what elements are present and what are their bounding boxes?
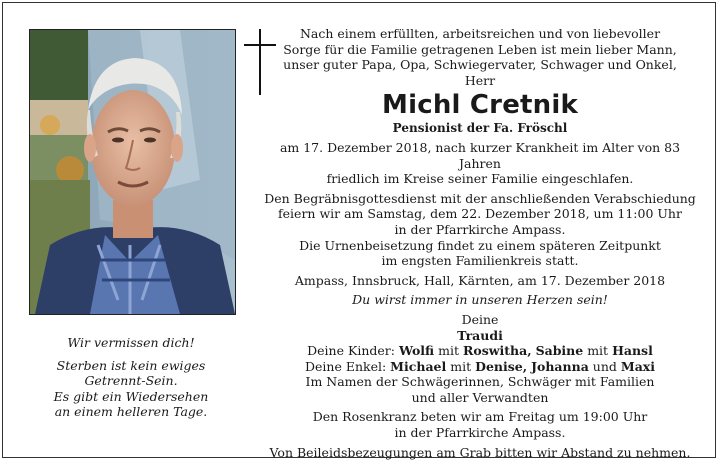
- rosary-line: in der Pfarrkirche Ampass.: [394, 425, 566, 441]
- portrait-photo: [29, 29, 236, 315]
- poem-spacer: [25, 351, 237, 358]
- grandchild-name: Maxi: [620, 358, 656, 374]
- partner-name: Hansl: [612, 343, 653, 359]
- wife-name: Traudi: [457, 327, 503, 343]
- obituary-text: [261, 26, 699, 460]
- funeral-line: feiern wir am Samstag, dem 22. Dezember 2018, um 11:00 Uhr: [278, 206, 682, 222]
- intro-line: Herr: [464, 72, 496, 88]
- deceased-name: Michl Cretnik: [382, 90, 578, 121]
- obituary-notice: [2, 2, 716, 458]
- poem-line: an einem helleren Tage.: [54, 404, 208, 419]
- memorial-poem: [25, 335, 237, 420]
- intro-line: Nach einem erfüllten, arbeitsreichen und von liebevoller: [299, 26, 661, 41]
- child-name: Sabine: [535, 343, 584, 359]
- wife-prefix: Deine: [461, 311, 499, 327]
- intro-line: Sorge für die Familie getragenen Leben ist mein lieber Mann,: [283, 41, 677, 57]
- death-line: am 17. Dezember 2018, nach kurzer Krankheit im Alter von 83 Jahren: [279, 139, 681, 171]
- inlaws-line: und aller Verwandten: [411, 389, 549, 405]
- poem-line: Wir vermissen dich!: [67, 335, 195, 350]
- wife-line: [261, 312, 699, 343]
- grandchild-name: Michael: [390, 358, 447, 374]
- motto: Du wirst immer in unseren Herzen sein!: [352, 292, 608, 308]
- funeral-line: in der Pfarrkirche Ampass.: [394, 221, 566, 237]
- intro-line: unser guter Papa, Opa, Schwiegervater, Schwager und Onkel,: [283, 57, 677, 73]
- connector-text: mit: [450, 358, 472, 374]
- funeral-info: [261, 191, 699, 269]
- death-line: friedlich im Kreise seiner Familie eingeschlafen.: [326, 171, 634, 187]
- connector-text: mit: [587, 343, 609, 359]
- family-signatures: [261, 312, 699, 406]
- connector-text: mit: [438, 343, 459, 359]
- rosary-info: [261, 409, 699, 440]
- connector-text: und: [592, 358, 617, 374]
- poem-line: Getrennt-Sein.: [84, 373, 178, 388]
- child-name: Wolfi: [398, 343, 435, 359]
- grandchildren-line: [261, 359, 699, 375]
- closing-note: Von Beileidsbezeugungen am Grab bitten wir Abstand zu nehmen.: [269, 444, 691, 460]
- partner-name: Roswitha,: [462, 343, 532, 359]
- poem-line: Es gibt ein Wiedersehen: [53, 388, 209, 404]
- funeral-line: Den Begräbnisgottesdienst mit der anschließenden Verabschiedung: [264, 190, 696, 206]
- partner-name: Denise,: [475, 358, 528, 374]
- children-prefix: Deine Kinder:: [307, 343, 395, 359]
- poem-line: Sterben ist kein ewiges: [56, 357, 206, 373]
- place-date: Ampass, Innsbruck, Hall, Kärnten, am 17. Dezember 2018: [294, 272, 666, 288]
- grandchildren-prefix: Deine Enkel:: [304, 358, 387, 374]
- deceased-occupation: Pensionist der Fa. Fröschl: [392, 121, 568, 136]
- children-line: [261, 343, 699, 359]
- funeral-line: im engsten Familienkreis statt.: [381, 253, 579, 269]
- inlaws-line: Im Namen der Schwägerinnen, Schwäger mit Familien: [305, 374, 655, 390]
- grandchild-name: Johanna: [531, 358, 589, 374]
- rosary-line: Den Rosenkranz beten wir am Freitag um 19:00 Uhr: [312, 409, 648, 425]
- funeral-line: Die Urnenbeisetzung findet zu einem späteren Zeitpunkt: [299, 237, 661, 253]
